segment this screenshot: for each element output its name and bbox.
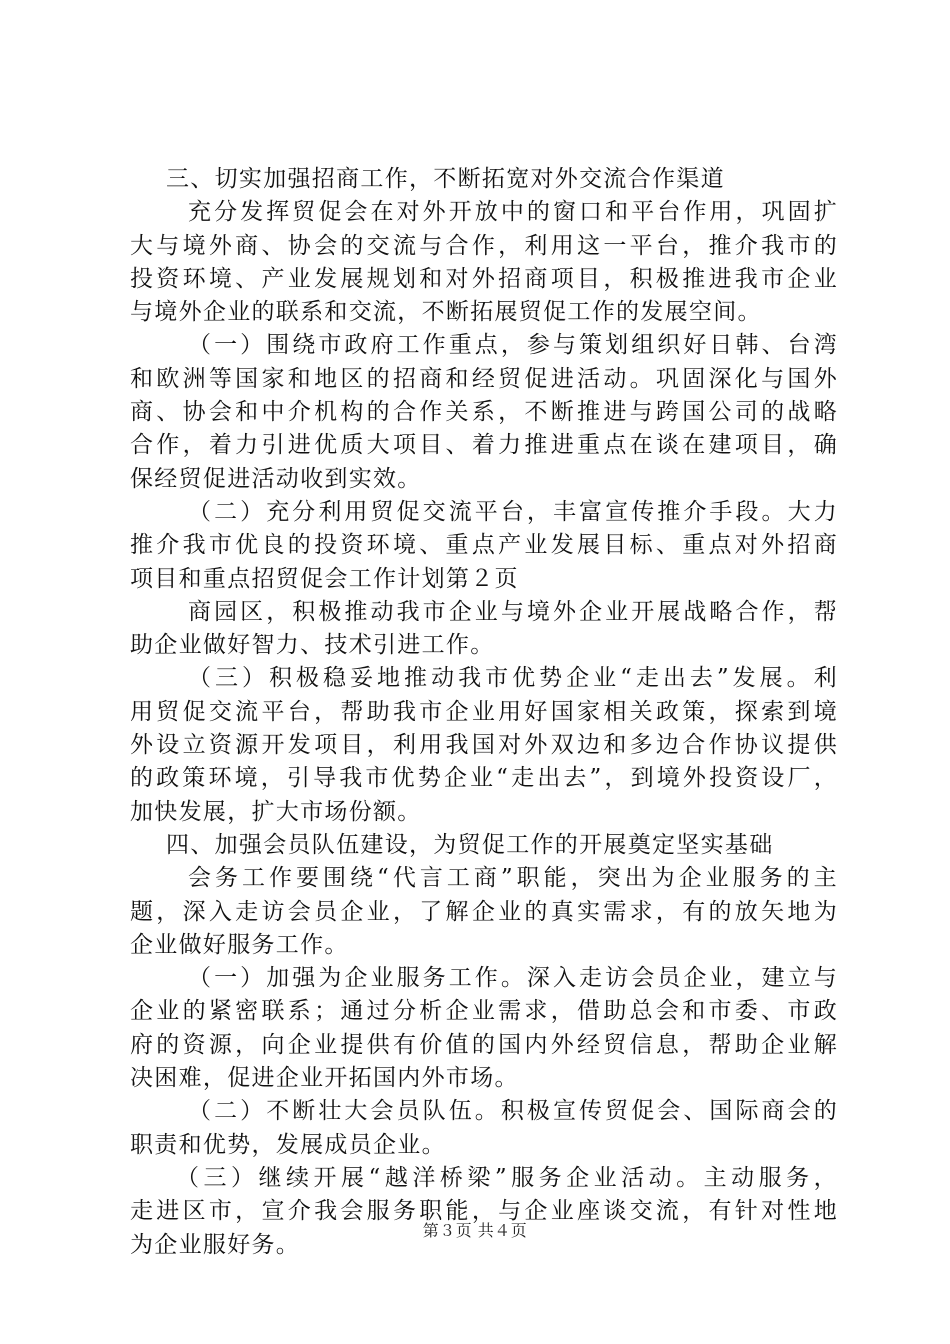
paragraph-line: （三）继续开展“越洋桥梁”服务企业活动。主动服务，	[176, 1164, 838, 1191]
paragraph-line: 项目和重点招贸促会工作计划第２页	[130, 565, 519, 592]
paragraph-line: 合作，着力引进优质大项目、着力推进重点在谈在建项目，确	[130, 432, 838, 459]
paragraph-line: 大与境外商、协会的交流与合作，利用这一平台，推介我市的	[130, 232, 838, 259]
paragraph-line: 推介我市优良的投资环境、重点产业发展目标、重点对外招商	[130, 532, 838, 559]
paragraph-line: 加快发展，扩大市场份额。	[130, 798, 422, 825]
paragraph-line: 外设立资源开发项目，利用我国对外双边和多边合作协议提供	[130, 732, 838, 759]
paragraph-line: （二）充分利用贸促交流平台，丰富宣传推介手段。大力	[188, 498, 838, 525]
paragraph-line: 决困难，促进企业开拓国内外市场。	[130, 1065, 519, 1092]
paragraph-line: 会务工作要围绕“代言工商”职能，突出为企业服务的主	[188, 865, 838, 892]
paragraph-line: （三）积极稳妥地推动我市优势企业“走出去”发展。利	[188, 665, 838, 692]
paragraph-line: 的政策环境，引导我市优势企业“走出去”，到境外投资设厂，	[130, 765, 838, 792]
paragraph-line: 职责和优势，发展成员企业。	[130, 1131, 446, 1158]
paragraph-line: 用贸促交流平台，帮助我市企业用好国家相关政策，探索到境	[130, 698, 838, 725]
paragraph-line: （一）加强为企业服务工作。深入走访会员企业，建立与	[188, 965, 838, 992]
page-number-footer: 第３页 共４页	[422, 1221, 528, 1240]
paragraph-line: 投资环境、产业发展规划和对外招商项目，积极推进我市企业	[130, 265, 838, 292]
paragraph-line: 和欧洲等国家和地区的招商和经贸促进活动。巩固深化与国外	[130, 365, 838, 392]
paragraph-line: 助企业做好智力、技术引进工作。	[130, 632, 495, 659]
paragraph-line: 充分发挥贸促会在对外开放中的窗口和平台作用，巩固扩	[188, 199, 838, 226]
paragraph-line: 商、协会和中介机构的合作关系，不断推进与跨国公司的战略	[130, 399, 838, 426]
paragraph-line: 企业做好服务工作。	[130, 931, 349, 958]
paragraph-line: 与境外企业的联系和交流，不断拓展贸促工作的发展空间。	[130, 299, 762, 326]
paragraph-line: 题，深入走访会员企业，了解企业的真实需求，有的放矢地为	[130, 898, 838, 925]
section-heading-3: 三、切实加强招商工作，不断拓宽对外交流合作渠道	[166, 166, 725, 192]
paragraph-line: 走进区市，宣介我会服务职能，与企业座谈交流，有针对性地	[130, 1198, 838, 1225]
paragraph-line: （二）不断壮大会员队伍。积极宣传贸促会、国际商会的	[188, 1098, 838, 1125]
paragraph-line: 商园区，积极推动我市企业与境外企业开展战略合作，帮	[188, 598, 838, 625]
paragraph-line: 企业的紧密联系；通过分析企业需求，借助总会和市委、市政	[130, 998, 838, 1025]
paragraph-line: 府的资源，向企业提供有价值的国内外经贸信息，帮助企业解	[130, 1031, 838, 1058]
paragraph-line: （一）围绕市政府工作重点，参与策划组织好日韩、台湾	[188, 332, 838, 359]
paragraph-line: 保经贸促进活动收到实效。	[130, 465, 422, 492]
paragraph-line: 为企业服好务。	[130, 1231, 301, 1258]
document-body	[130, 163, 838, 1262]
section-heading-4: 四、加强会员队伍建设，为贸促工作的开展奠定坚实基础	[166, 831, 774, 858]
